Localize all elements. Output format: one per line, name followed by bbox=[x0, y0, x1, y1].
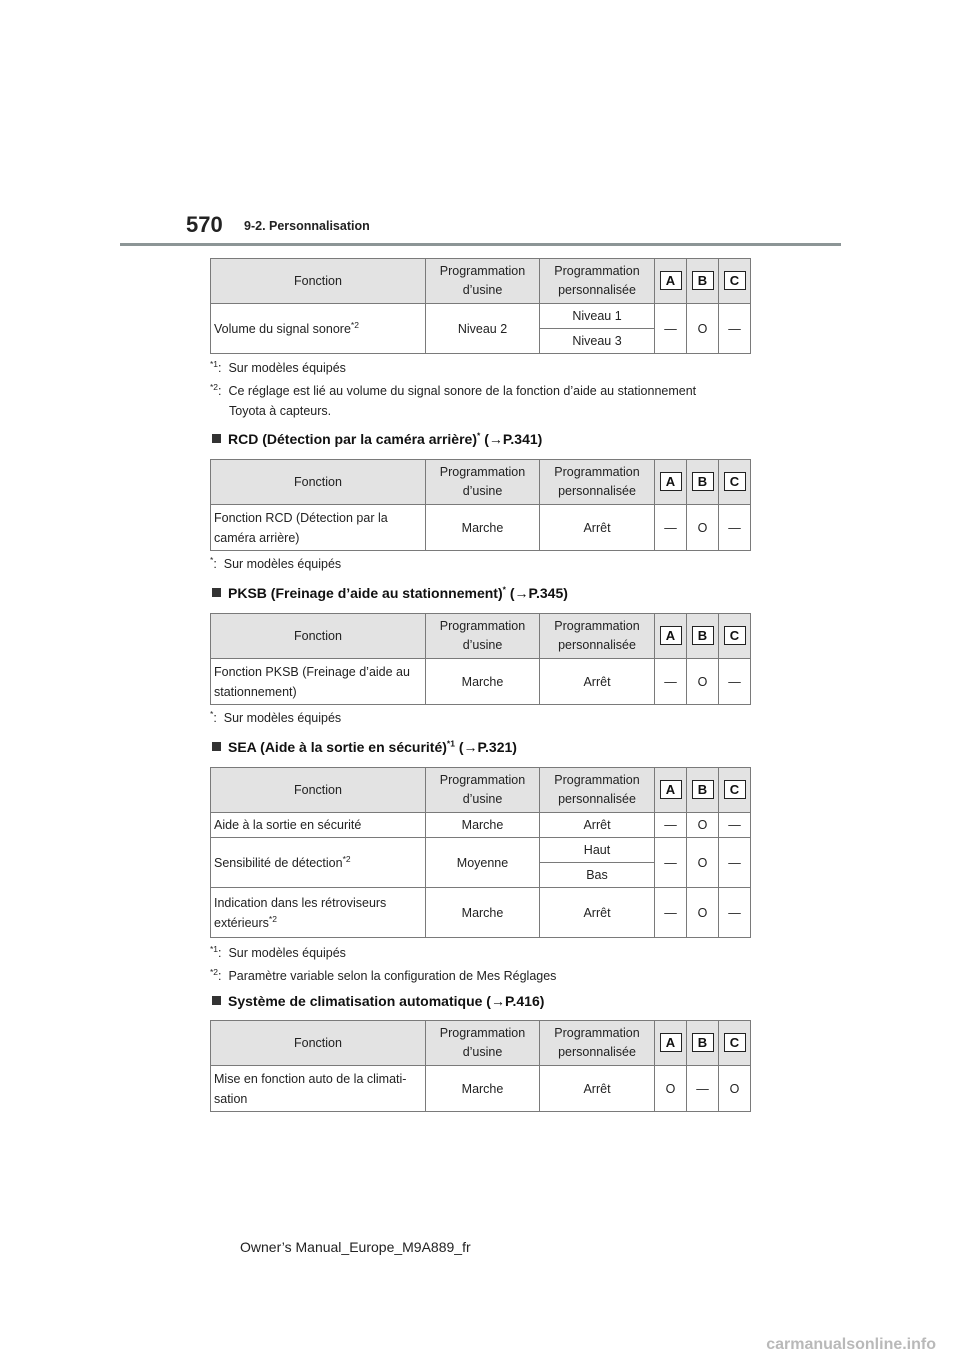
footnote-rcd: *: Sur modèles équipés bbox=[210, 554, 342, 571]
cell-b: O bbox=[687, 304, 719, 354]
header-c bbox=[719, 460, 751, 505]
table-header-row bbox=[211, 460, 751, 505]
letter-b: B bbox=[692, 1033, 714, 1052]
table-row bbox=[211, 304, 751, 329]
section-title: 9-2. Personnalisation bbox=[244, 219, 370, 233]
header-b bbox=[687, 259, 719, 304]
letter-b: B bbox=[692, 472, 714, 491]
watermark: carmanualsonline.info bbox=[766, 1336, 936, 1353]
cell-function: Volume du signal sonore$^{*2}$ bbox=[211, 304, 426, 354]
cell-c: — bbox=[719, 659, 751, 705]
header-a bbox=[655, 1021, 687, 1066]
cell-function: Aide à la sortie en sécurité bbox=[211, 813, 426, 838]
header-usine: Programmation d’usine bbox=[426, 259, 540, 304]
cell-c: — bbox=[719, 505, 751, 551]
cell-a: — bbox=[655, 505, 687, 551]
table-row bbox=[211, 505, 751, 551]
square-bullet-icon bbox=[212, 434, 221, 443]
letter-b: B bbox=[692, 626, 714, 645]
table-header-row bbox=[211, 259, 751, 304]
footer-manual-id: Owner’s Manual_Europe_M9A889_fr bbox=[240, 1239, 471, 1255]
cell-c: — bbox=[719, 838, 751, 888]
header-a bbox=[655, 460, 687, 505]
header-fonction: Fonction bbox=[211, 259, 426, 304]
header-b bbox=[687, 460, 719, 505]
footnote-pksb: *: Sur modèles équipés bbox=[210, 708, 342, 725]
footnote-sea-2: $^{*2}$: Paramètre variable selon la configuration de Mes Réglages bbox=[210, 966, 557, 983]
cell-function: Sensibilité de détection$^{*2}$ bbox=[211, 838, 426, 888]
cell-function: Fonction RCD (Détection par la caméra arrière) bbox=[211, 505, 426, 551]
cell-a: — bbox=[655, 813, 687, 838]
header-usine: Programmation d’usine bbox=[426, 1021, 540, 1066]
cell-custom: Arrêt bbox=[540, 1066, 655, 1112]
cell-custom: Arrêt bbox=[540, 888, 655, 938]
letter-a: A bbox=[660, 626, 682, 645]
letter-c: C bbox=[724, 472, 746, 491]
cell-b: O bbox=[687, 659, 719, 705]
footnote-1: $^{*1}$: Sur modèles équipés bbox=[210, 358, 346, 375]
header-usine: Programmation d’usine bbox=[426, 614, 540, 659]
cell-option: Niveau 3 bbox=[540, 329, 655, 354]
cell-default: Marche bbox=[426, 888, 540, 938]
table-row bbox=[211, 838, 751, 863]
footnote-sea-1: $^{*1}$: Sur modèles équipés bbox=[210, 943, 346, 960]
heading-climatisation: Système de climatisation automatique (→P.416) bbox=[212, 993, 544, 1009]
cell-option: Bas bbox=[540, 863, 655, 888]
table-climatisation bbox=[210, 1020, 751, 1112]
cell-option: Haut bbox=[540, 838, 655, 863]
table-rcd bbox=[210, 459, 751, 551]
cell-b: O bbox=[687, 505, 719, 551]
table-volume-signal bbox=[210, 258, 751, 354]
cell-default: Niveau 2 bbox=[426, 304, 540, 354]
cell-a: — bbox=[655, 659, 687, 705]
letter-b: B bbox=[692, 271, 714, 290]
square-bullet-icon bbox=[212, 742, 221, 751]
cell-function: Mise en fonction auto de la climati- sation bbox=[211, 1066, 426, 1112]
letter-a: A bbox=[660, 1033, 682, 1052]
cell-a: O bbox=[655, 1066, 687, 1112]
square-bullet-icon bbox=[212, 996, 221, 1005]
page-number: 570 bbox=[186, 212, 223, 237]
header-c bbox=[719, 259, 751, 304]
letter-a: A bbox=[660, 271, 682, 290]
cell-b: O bbox=[687, 888, 719, 938]
letter-c: C bbox=[724, 626, 746, 645]
table-sea bbox=[210, 767, 751, 938]
cell-custom: Arrêt bbox=[540, 813, 655, 838]
letter-c: C bbox=[724, 780, 746, 799]
cell-b: O bbox=[687, 838, 719, 888]
cell-option: Niveau 1 bbox=[540, 304, 655, 329]
cell-default: Marche bbox=[426, 505, 540, 551]
header-perso: Programmation personnalisée bbox=[540, 259, 655, 304]
cell-b: O bbox=[687, 813, 719, 838]
cell-a: — bbox=[655, 838, 687, 888]
header-perso: Programmation personnalisée bbox=[540, 1021, 655, 1066]
heading-rcd: RCD (Détection par la caméra arrière)* (→P.341) bbox=[212, 431, 542, 447]
letter-c: C bbox=[724, 1033, 746, 1052]
heading-sea: SEA (Aide à la sortie en sécurité)$^{*1}$ (→P.321) bbox=[212, 739, 517, 755]
cell-function: Fonction PKSB (Freinage d’aide au stationnement) bbox=[211, 659, 426, 705]
square-bullet-icon bbox=[212, 588, 221, 597]
header-b bbox=[687, 614, 719, 659]
letter-a: A bbox=[660, 780, 682, 799]
table-pksb bbox=[210, 613, 751, 705]
cell-custom: Arrêt bbox=[540, 659, 655, 705]
table-row bbox=[211, 813, 751, 838]
header-fonction: Fonction bbox=[211, 1021, 426, 1066]
cell-b: — bbox=[687, 1066, 719, 1112]
table-header-row bbox=[211, 1021, 751, 1066]
cell-c: O bbox=[719, 1066, 751, 1112]
header-b bbox=[687, 1021, 719, 1066]
header-fonction: Fonction bbox=[211, 768, 426, 813]
header-fonction: Fonction bbox=[211, 614, 426, 659]
table-row bbox=[211, 1066, 751, 1112]
header-a bbox=[655, 768, 687, 813]
header-c bbox=[719, 614, 751, 659]
cell-a: — bbox=[655, 304, 687, 354]
table-header-row bbox=[211, 614, 751, 659]
header-b bbox=[687, 768, 719, 813]
table-row bbox=[211, 659, 751, 705]
cell-c: — bbox=[719, 888, 751, 938]
letter-c: C bbox=[724, 271, 746, 290]
cell-c: — bbox=[719, 304, 751, 354]
cell-custom: Arrêt bbox=[540, 505, 655, 551]
header-perso: Programmation personnalisée bbox=[540, 460, 655, 505]
heading-pksb: PKSB (Freinage d’aide au stationnement)* (→P.345) bbox=[212, 585, 568, 601]
cell-default: Marche bbox=[426, 813, 540, 838]
cell-default: Moyenne bbox=[426, 838, 540, 888]
header-perso: Programmation personnalisée bbox=[540, 614, 655, 659]
table-header-row bbox=[211, 768, 751, 813]
header-perso: Programmation personnalisée bbox=[540, 768, 655, 813]
cell-function: Indication dans les rétroviseurs extérieurs$^{*2}$ bbox=[211, 888, 426, 938]
header-c bbox=[719, 768, 751, 813]
letter-a: A bbox=[660, 472, 682, 491]
header-a bbox=[655, 259, 687, 304]
header-c bbox=[719, 1021, 751, 1066]
header-fonction: Fonction bbox=[211, 460, 426, 505]
cell-default: Marche bbox=[426, 1066, 540, 1112]
header-rule bbox=[120, 243, 841, 246]
cell-c: — bbox=[719, 813, 751, 838]
letter-b: B bbox=[692, 780, 714, 799]
table-row bbox=[211, 888, 751, 938]
cell-default: Marche bbox=[426, 659, 540, 705]
header-usine: Programmation d’usine bbox=[426, 768, 540, 813]
footnote-2: $^{*2}$: Ce réglage est lié au volume du signal sonore de la fonction d’aide au stationnement Toyota à capteurs. bbox=[210, 381, 697, 418]
header-usine: Programmation d’usine bbox=[426, 460, 540, 505]
cell-a: — bbox=[655, 888, 687, 938]
header-a bbox=[655, 614, 687, 659]
